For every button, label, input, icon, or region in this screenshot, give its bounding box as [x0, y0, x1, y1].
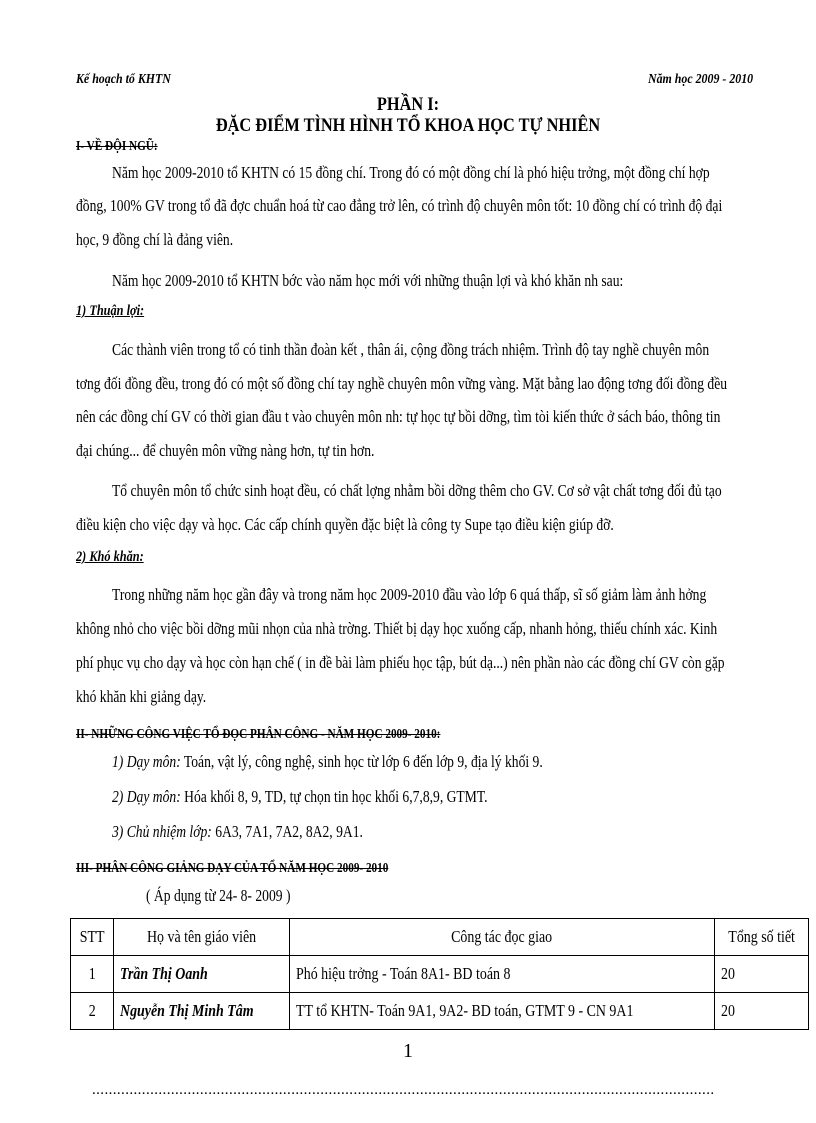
cell-name: Nguyễn Thị Minh Tâm: [114, 993, 290, 1030]
assignment-item: [112, 822, 363, 842]
page-number: 1: [403, 1040, 413, 1062]
section-2-heading: II- NHỮNG CÔNG VIỆC TỔ ĐỌC PHÂN CÔNG - NĂM HỌC 2009- 2010:: [76, 727, 441, 742]
subheading-advantages: 1) Thuận lợi:: [76, 303, 145, 319]
assignment-text: Hóa khối 8, 9, TD, tự chọn tin học khối 6,7,8,9, GTMT.: [180, 787, 488, 806]
assignment-item: [112, 787, 488, 807]
paragraph-line: Năm học 2009-2010 tổ KHTN bớc vào năm học mới với những thuận lợi và khó khăn nh sau:: [112, 271, 624, 290]
assignment-label: 3) Chủ nhiệm lớp:: [112, 822, 212, 841]
paragraph-line: Trong những năm học gần đây và trong năm học 2009-2010 đầu vào lớp 6 quá thấp, sĩ số giảm làm ảnh hởng: [112, 585, 707, 604]
section-3-heading: III- PHÂN CÔNG GIẢNG DẠY CỦA TỔ NĂM HỌC 2009- 2010: [76, 861, 389, 876]
paragraph-line: Các thành viên trong tổ có tinh thần đoàn kết , thân ái, cộng đồng trách nhiệm. Trình độ tay nghề chuyên môn: [112, 340, 710, 359]
assignment-table: [70, 918, 809, 1030]
table-row: [71, 993, 809, 1030]
paragraph-line: phí phục vụ cho dạy và học còn hạn chế ( in đề bài làm phiếu học tập, bút dạ...) nên phần nào các đồng chí GV còn gặp: [76, 653, 725, 672]
paragraph-line: điều kiện cho việc dạy và học. Các cấp chính quyền đặc biệt là công ty Supe tạo điều kiện giúp đỡ.: [76, 515, 614, 534]
table-header-row: [71, 919, 809, 956]
paragraph-line: đồng, 100% GV trong tổ đã đợc chuẩn hoá từ cao đẳng trở lên, có trình độ chuyên môn tốt: 10 đồng chí có trình độ đại: [76, 196, 723, 215]
assignment-text: Toán, vật lý, công nghệ, sinh học từ lớp 6 đến lớp 9, địa lý khối 9.: [180, 752, 543, 771]
cell-total: 20: [714, 993, 808, 1030]
subheading-difficulties: 2) Khó khăn:: [76, 549, 144, 565]
paragraph-line: nên các đồng chí GV có thời gian đầu t vào chuyên môn nh: tự học tự bồi dỡng, tìm tòi kiến thức ở sách báo, thông tin: [76, 407, 721, 426]
paragraph-line: khó khăn khi giảng dạy.: [76, 687, 207, 706]
assignment-text: 6A3, 7A1, 7A2, 8A2, 9A1.: [211, 822, 363, 841]
col-header-stt: STT: [71, 919, 114, 956]
paragraph-line: Tổ chuyên môn tổ chức sinh hoạt đều, có chất lợng nhằm bồi dỡng thêm cho GV. Cơ sở vật chất tơng đối đủ tạo: [112, 481, 722, 500]
paragraph-line: đại chúng... để chuyên môn vững nàng hơn, tự tin hơn.: [76, 441, 375, 460]
assignment-item: [112, 752, 543, 772]
col-header-total: Tổng số tiết: [714, 919, 808, 956]
part-title: PHẦN I:: [376, 94, 440, 115]
page-title: ĐẶC ĐIỂM TÌNH HÌNH TỔ KHOA HỌC TỰ NHIÊN: [215, 115, 601, 136]
paragraph-line: Năm học 2009-2010 tổ KHTN có 15 đồng chí. Trong đó có một đồng chí là phó hiệu trởng, một đồng chí hợp: [112, 163, 710, 182]
section-1-heading: I- VỀ ĐỘI NGŨ:: [76, 139, 158, 154]
footer-dotted-line: ......................................................................................................................................................: [92, 1082, 715, 1098]
col-header-task: Công tác đọc giao: [290, 919, 715, 956]
paragraph-line: học, 9 đồng chí là đảng viên.: [76, 230, 234, 249]
cell-stt: 1: [71, 956, 114, 993]
header-right: Năm học 2009 - 2010: [648, 72, 754, 87]
cell-task: Phó hiệu trởng - Toán 8A1- BD toán 8: [290, 956, 715, 993]
assignment-label: 2) Dạy môn:: [112, 787, 181, 806]
assignment-label: 1) Dạy môn:: [112, 752, 181, 771]
paragraph-line: tơng đối đồng đều, trong đó có một số đồng chí tay nghề chuyên môn vững vàng. Mặt bằng lao động tơng đối đồng đều: [76, 374, 728, 393]
header-left: Kế hoạch tổ KHTN: [76, 72, 171, 87]
cell-stt: 2: [71, 993, 114, 1030]
cell-task: TT tổ KHTN- Toán 9A1, 9A2- BD toán, GTMT 9 - CN 9A1: [290, 993, 715, 1030]
cell-total: 20: [714, 956, 808, 993]
cell-name: Trần Thị Oanh: [114, 956, 290, 993]
table-row: [71, 956, 809, 993]
applied-date-note: ( Áp dụng từ 24- 8- 2009 ): [146, 886, 291, 905]
paragraph-line: không nhỏ cho việc bồi dỡng mũi nhọn của nhà trờng. Thiết bị dạy học xuống cấp, nhanh hỏng, thiếu chính xác. Kinh: [76, 619, 718, 638]
col-header-name: Họ và tên giáo viên: [114, 919, 290, 956]
